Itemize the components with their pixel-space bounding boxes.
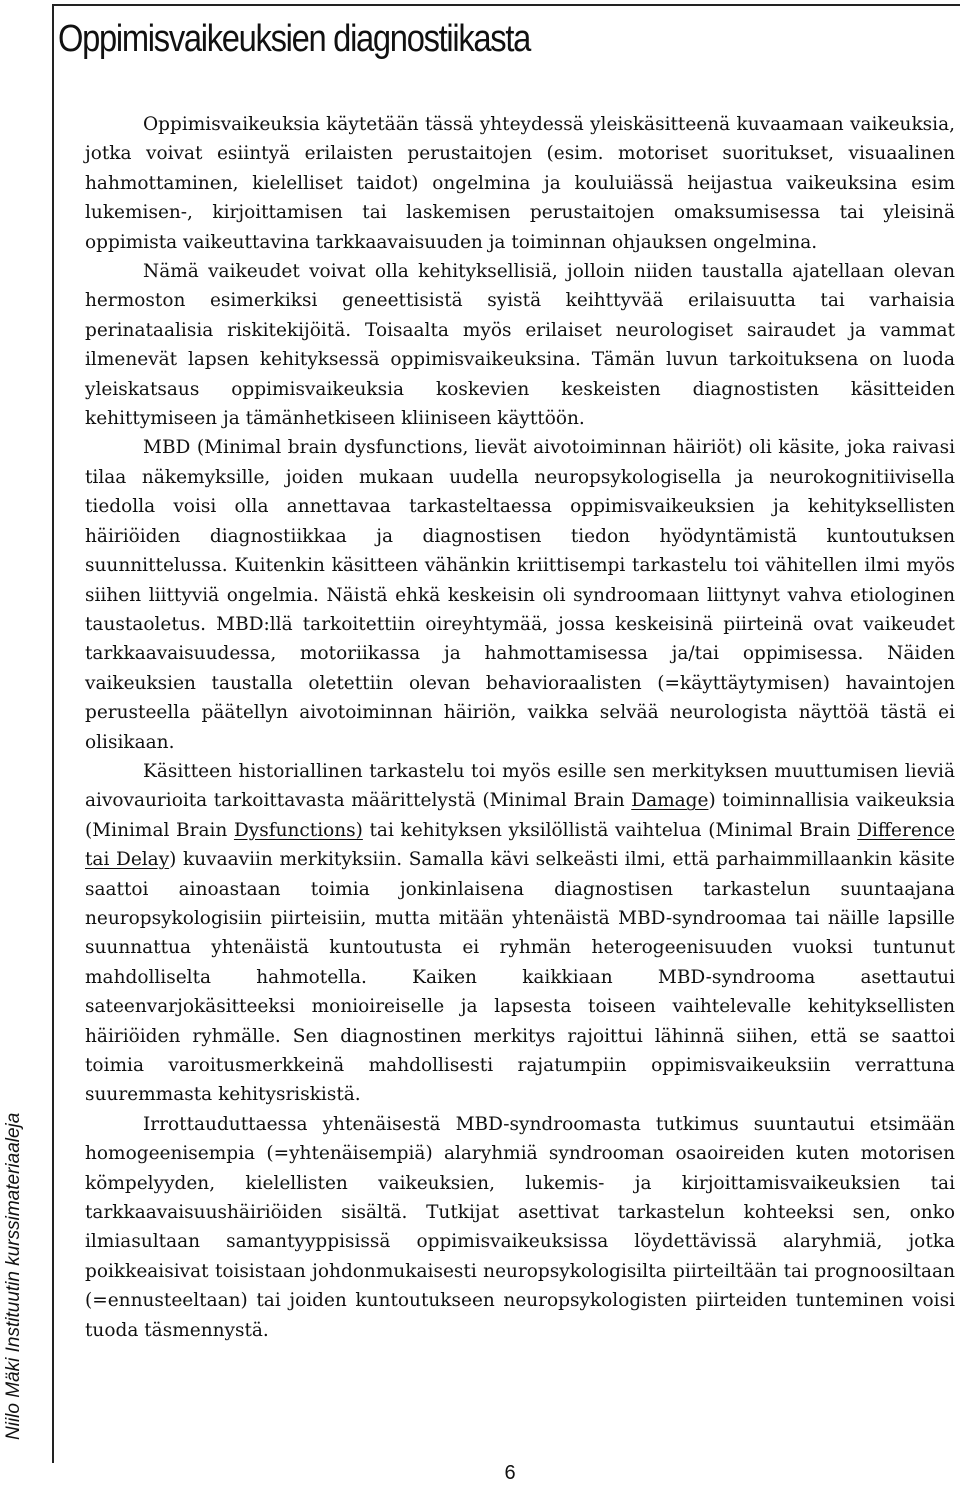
paragraph-1: Oppimisvaikeuksia käytetään tässä yhteydessä yleiskäsitteenä kuvaamaan vaikeuksia, jotka voivat esiintyä erilaisten perustaitojen (esim. motoriset suoritukset, visuaalinen hahmottaminen, kielelliset taidot) ongelmina ja kouluiässä heijastua vaikeuksina esim lukemisen-, kirjoittamisen tai laskemisen perustaitojen omaksumisessa tai yleisinä oppimista vaikeuttavina tarkkaavaisuuden ja toiminnan ohjauksen ongelmina.	[85, 114, 955, 253]
paragraph-5: Irrottauduttaessa yhtenäisestä MBD-syndroomasta tutkimus suuntautui etsimään homogeenisempia (=yhtenäisempiä) alaryhmiä syndrooman osaoireiden kuten motorisen kömpelyyden, kielellisten vaikeuksien, lukemis- ja kirjoittamisvaikeuksien tai tarkkaavaisuushäiriöiden sisältä. Tutkijat asettivat tarkastelun kohteeksi sen, onko ilmiasultaan samantyyppisissä oppimisvaikeuksissa löydettävissä alaryhmiä, jotka poikkeaisivat toisistaan johdonmukaisesti neuropsykologisilta piirteiltään tai prognoosiltaan (=ennusteeltaan) tai joiden kuntoutukseen neuropsykologisten piirteiden tunteminen voisi tuoda täsmennystä.	[85, 1113, 955, 1341]
paragraph-4-part-2: ) toiminnallisia vaikeuksia (Minimal Brain	[85, 790, 955, 841]
sidebar-label: Niilo Mäki Instituutin kurssimateriaaleja	[3, 1112, 24, 1440]
term-damage: Damage	[631, 790, 709, 812]
term-dysfunctions: Dysfunctions)	[233, 819, 363, 841]
paragraph-2: Nämä vaikeudet voivat olla kehityksellisiä, jolloin niiden taustalla ajatellaan olevan hermoston esimerkiksi geneettisistä syistä keihttyvää erilaisuutta tai varhaisia perinataalisia riskitekijöitä. Toisaalta myös erilaiset neurologiset sairaudet ja vammat ilmenevät lapsen kehityksessä oppimisvaikeuksina. Tämän luvun tarkoituksena on luoda yleiskatsaus oppimisvaikeuksia koskevien keskeisten diagnostisten käsitteiden kehittymiseen ja tämänhetkiseen kliiniseen käyttöön.	[85, 261, 955, 430]
page-number: 6	[504, 1462, 516, 1484]
header-rule	[52, 4, 960, 6]
page-title: Oppimisvaikeuksien diagnostiikasta	[58, 18, 531, 60]
paragraph-4-part-4: ) kuvaaviin merkityksiin. Samalla kävi selkeästi ilmi, että parhaimmillaankin käsite saattoi ainoastaan toimia jonkinlaisena diagnostisen tarkastelun suuntaajana neuropsykologisiin piirteisiin, mutta mitään yhtenäistä MBD-syndroomaa tai näille lapsille suunnattua yhtenäistä kuntoutusta ei ryhmän heterogeenisuuden vuoksi tuntunut mahdolliselta hahmotella. Kaiken kaikkiaan MBD-syndrooma asettautui sateenvarjokäsitteeksi monioireiselle ja lapsesta toiseen vaihtelevalle kehityksellisten häiriöiden ryhmälle. Sen diagnostinen merkitys rajoittui lähinnä siihen, että se saattoi toimia varoitusmerkkeinä mahdollisesti rajatumpiin oppimisvaikeuksiin verrattuna suuremmasta kehitysriskistä.	[85, 849, 955, 1106]
margin-rule	[52, 4, 54, 1463]
paragraph-3: MBD (Minimal brain dysfunctions, lievät aivotoiminnan häiriöt) oli käsite, joka raivasi tilaa näkemyksille, joiden mukaan uudella neuropsykologisella ja neurokognitiivisella tiedolla voisi olla annettavaa tarkasteltaessa oppimisvaikeuksien ja kehityksellisten häiriöiden diagnostiikkaa ja diagnostisen tiedon hyödyntämistä kuntoutuksen suunnittelussa. Kuitenkin käsitteen vähänkin kriittisempi tarkastelu toi vähitellen ilmi myös siihen liittyviä ongelmia. Näistä ehkä keskeisin oli syndroomaan liittynyt vahva etiologinen taustaoletus. MBD:llä tarkoitettiin oireyhtymää, jossa keskeisinä piirteinä ovat vaikeudet tarkkaavaisuudessa, motoriikassa ja hahmottamisessa ja/tai oppimisessa. Näiden vaikeuksien taustalla oletettiin olevan behavioraalisten (=käyttäytymisen) havaintojen perusteella päätellyn aivotoiminnan häiriön, vaikka selvää neurologista näyttöä tästä ei olisikaan.	[85, 437, 955, 753]
term-difference-delay: Difference tai Delay	[85, 819, 955, 871]
body-text	[85, 110, 955, 1345]
paragraph-4-part-3: tai kehityksen yksilöllistä vaihtelua (Minimal Brain	[362, 819, 858, 841]
paragraph-4-part-1: Käsitteen historiallinen tarkastelu toi myös esille sen merkityksen muuttumisen lieviä aivovaurioita tarkoittavasta määrittelystä (Minimal Brain	[85, 760, 955, 812]
paragraph-4	[85, 757, 955, 1110]
